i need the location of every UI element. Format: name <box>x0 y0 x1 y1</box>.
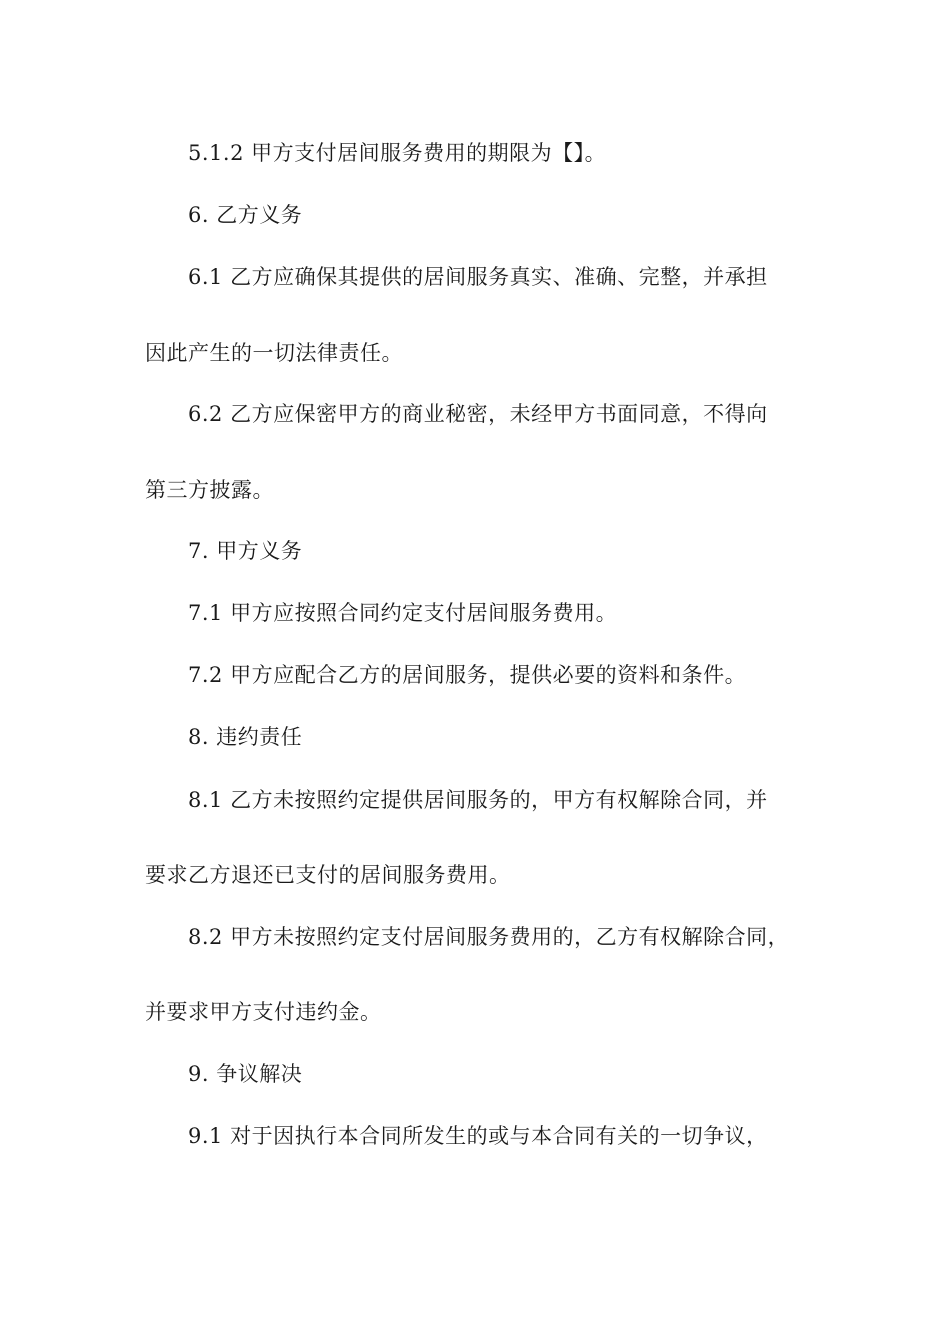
clause-9-1-line-1: 9.1 对于因执行本合同所发生的或与本合同有关的一切争议， <box>188 1124 768 1148</box>
clause-7-1: 7.1 甲方应按照合同约定支付居间服务费用。 <box>188 601 618 625</box>
clause-6-1-line-1: 6.1 乙方应确保其提供的居间服务真实、准确、完整，并承担 <box>188 265 768 289</box>
clause-6-2-line-1: 6.2 乙方应保密甲方的商业秘密，未经甲方书面同意，不得向 <box>188 402 768 426</box>
clause-8-2-line-2: 并要求甲方支付违约金。 <box>145 1000 382 1024</box>
section-9-heading: 9. 争议解决 <box>188 1062 303 1086</box>
clause-6-1-line-2: 因此产生的一切法律责任。 <box>145 341 403 365</box>
section-6-heading: 6. 乙方义务 <box>188 203 303 227</box>
clause-5-1-2: 5.1.2 甲方支付居间服务费用的期限为【】。 <box>188 141 607 165</box>
clause-6-2-line-2: 第三方披露。 <box>145 478 274 502</box>
section-8-heading: 8. 违约责任 <box>188 725 303 749</box>
clause-8-2-line-1: 8.2 甲方未按照约定支付居间服务费用的，乙方有权解除合同， <box>188 925 790 949</box>
clause-8-1-line-2: 要求乙方退还已支付的居间服务费用。 <box>145 863 511 887</box>
clause-7-2: 7.2 甲方应配合乙方的居间服务，提供必要的资料和条件。 <box>188 663 747 687</box>
clause-8-1-line-1: 8.1 乙方未按照约定提供居间服务的，甲方有权解除合同，并 <box>188 788 768 812</box>
section-7-heading: 7. 甲方义务 <box>188 539 303 563</box>
